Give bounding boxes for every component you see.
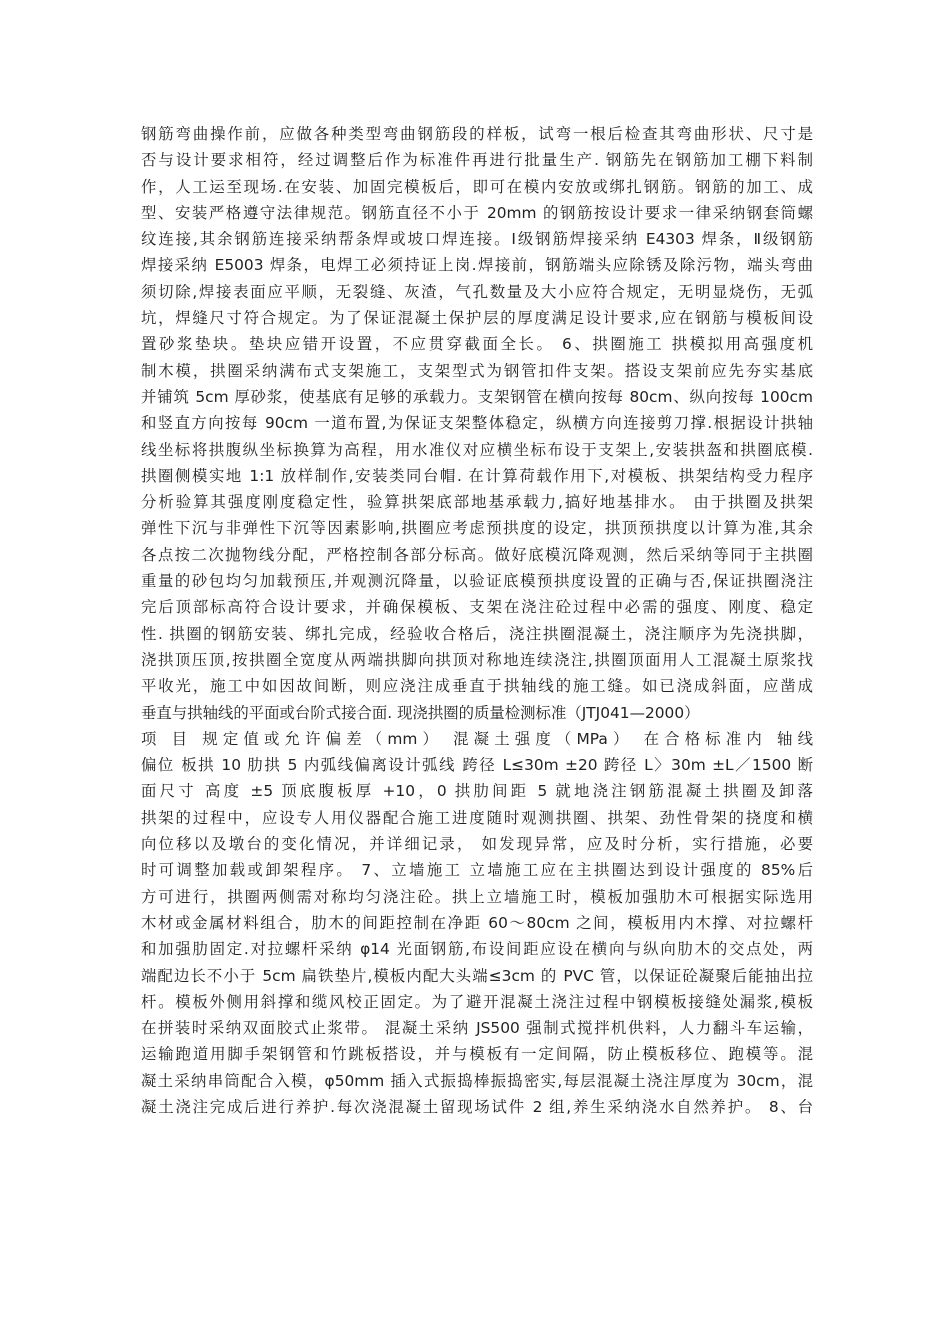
- text-line: 垂直与拱轴线的平面或台阶式接合面. 现浇拱圈的质量检测标准（JTJ041—2000）: [141, 703, 700, 722]
- text-line: 重量的砂包均匀加载预压,并观测沉降量，以验证底模预拱度设置的正确与否,保证拱圈浇注: [141, 572, 813, 591]
- text-line: 拱圈侧模实地 1:1 放样制作,安装类同台帽. 在计算荷载作用下,对模板、拱架结构受力程序: [141, 466, 813, 485]
- text-line: 浇拱顶压顶,按拱圈全宽度从两端拱脚向拱顶对称地连续浇注,拱圈顶面用人工混凝土原浆找: [141, 650, 813, 669]
- text-line: 焊接采纳 E5003 焊条，电焊工必须持证上岗.焊接前，钢筋端头应除锈及除污物，端头弯曲: [141, 256, 813, 275]
- text-line: 型、安装严格遵守法律规范。钢筋直径不小于 20mm 的钢筋按设计要求一律采纳钢套筒螺: [141, 203, 813, 222]
- text-line: 坑，焊缝尺寸符合规定。为了保证混凝土保护层的厚度满足设计要求,应在钢筋与模板间设: [141, 309, 813, 328]
- text-line: 偏位 板拱 10 肋拱 5 内弧线偏离设计弧线 跨径 L≤30m ±20 跨径 L〉30m ±L／1500 断: [141, 756, 813, 775]
- text-line: 分析验算其强度刚度稳定性，验算拱架底部地基承载力,搞好地基排水。 由于拱圈及拱架: [141, 493, 813, 512]
- text-line: 制木模，拱圈采纳满布式支架施工，支架型式为钢管扣件支架。搭设支架前应先夯实基底: [141, 361, 813, 380]
- text-line: 面尺寸 高度 ±5 顶底腹板厚 +10，0 拱肋间距 5 就地浇注钢筋混凝土拱圈及卸落: [141, 782, 813, 801]
- text-line: 凝土浇注完成后进行养护.每次浇混凝土留现场试件 2 组,养生采纳浇水自然养护。 8、台: [141, 1097, 813, 1116]
- text-line: 弹性下沉与非弹性下沉等因素影响,拱圈应考虑预拱度的设定，拱顶预拱度以计算为准,其余: [141, 519, 813, 538]
- text-line: 在拼装时采纳双面胶式止浆带。 混凝土采纳 JS500 强制式搅拌机供料，人力翻斗车运输，: [141, 1019, 813, 1038]
- body-text: [141, 121, 813, 1120]
- text-line: 项 目 规定值或允许偏差（mm） 混凝土强度（MPa） 在合格标准内 轴线: [141, 729, 813, 748]
- text-line: 作，人工运至现场.在安装、加固完模板后，即可在模内安放或绑扎钢筋。钢筋的加工、成: [141, 177, 813, 196]
- text-line: 运输跑道用脚手架钢管和竹跳板搭设，并与模板有一定间隔，防止模板移位、跑模等。混: [141, 1045, 813, 1064]
- text-line: 木材或金属材料组合，肋木的间距控制在净距 60～80cm 之间，模板用内木撑、对拉螺杆: [141, 913, 813, 932]
- text-line: 性. 拱圈的钢筋安装、绑扎完成，经验收合格后，浇注拱圈混凝土，浇注顺序为先浇拱脚，: [141, 624, 813, 643]
- text-line: 完后顶部标高符合设计要求，并确保模板、支架在浇注砼过程中必需的强度、刚度、稳定: [141, 598, 813, 617]
- text-line: 凝土采纳串筒配合入模，φ50mm 插入式振捣棒振捣密实,每层混凝土浇注厚度为 30cm，混: [141, 1071, 813, 1090]
- text-line: 方可进行，拱圈两侧需对称均匀浇注砼。拱上立墙施工时，模板加强肋木可根据实际选用: [141, 887, 813, 906]
- text-line: 线坐标将拱腹纵坐标换算为高程，用水准仪对应横坐标布设于支架上,安装拱盔和拱圈底模.: [141, 440, 813, 459]
- text-line: 时可调整加载或卸架程序。 7、立墙施工 立墙施工应在主拱圈达到设计强度的 85%后: [141, 861, 813, 880]
- text-line: 置砂浆垫块。垫块应错开设置，不应贯穿截面全长。 6、拱圈施工 拱模拟用高强度机: [141, 335, 813, 354]
- text-line: 钢筋弯曲操作前，应做各种类型弯曲钢筋段的样板，试弯一根后检查其弯曲形状、尺寸是: [141, 125, 813, 143]
- text-line: 平收光，施工中如因故间断，则应浇注成垂直于拱轴线的施工缝。如已浇成斜面，应凿成: [141, 677, 813, 696]
- text-line: 向位移以及墩台的变化情况，并详细记录， 如发现异常，应及时分析，实行措施，必要: [141, 835, 813, 854]
- text-line: 各点按二次抛物线分配，严格控制各部分标高。做好底模沉降观测，然后采纳等同于主拱圈: [141, 545, 813, 564]
- text-line: 端配边长不小于 5cm 扁铁垫片,模板内配大头端≤3cm 的 PVC 管，以保证砼凝聚后能抽出拉: [141, 966, 813, 985]
- text-line: 和竖直方向按每 90cm 一道布置,为保证支架整体稳定，纵横方向连接剪刀撑.根据设计拱轴: [141, 414, 813, 433]
- text-line: 和加强肋固定.对拉螺杆采纳 φ14 光面钢筋,布设间距应设在横向与纵向肋木的交点处，两: [141, 940, 813, 959]
- text-line: 须切除,焊接表面应平顺，无裂缝、灰渣，气孔数量及大小应符合规定，无明显烧伤，无弧: [141, 282, 813, 301]
- text-line: 并铺筑 5cm 厚砂浆，使基底有足够的承载力。支架钢管在横向按每 80cm、纵向按每 100cm: [141, 387, 813, 406]
- text-line: 杆。模板外侧用斜撑和缆风校正固定。为了避开混凝土浇注过程中钢模板接缝处漏浆,模板: [141, 992, 813, 1011]
- text-line: 纹连接,其余钢筋连接采纳帮条焊或坡口焊连接。Ⅰ级钢筋焊接采纳 E4303 焊条，Ⅱ级钢筋: [141, 230, 813, 249]
- text-line: 拱架的过程中，应设专人用仪器配合施工进度随时观测拱圈、拱架、劲性骨架的挠度和横: [141, 808, 813, 827]
- text-line: 否与设计要求相符，经过调整后作为标准件再进行批量生产. 钢筋先在钢筋加工棚下料制: [141, 151, 813, 170]
